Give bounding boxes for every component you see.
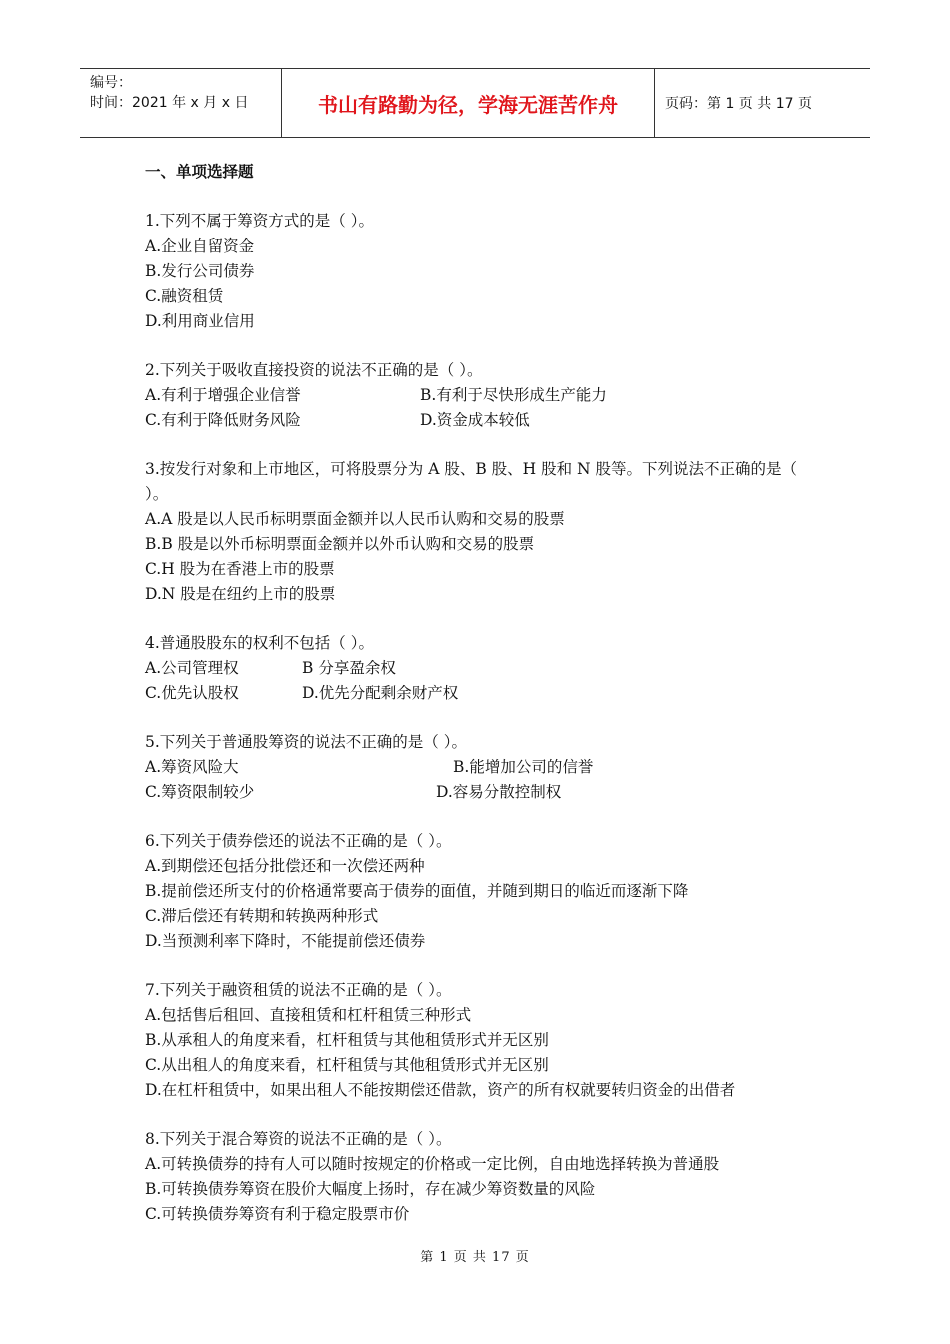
option-c: C.滞后偿还有转期和转换两种形式 <box>145 907 379 925</box>
motto: 书山有路勤为径，学海无涯苦作舟 <box>281 69 655 137</box>
document-body <box>145 160 825 1227</box>
option-row-cd <box>145 408 825 433</box>
option-a: A.公司管理权 <box>145 659 239 677</box>
page-footer: 第 1 页 共 17 页 <box>420 1250 530 1265</box>
option-a: A.到期偿还包括分批偿还和一次偿还两种 <box>145 857 425 875</box>
option-d: D.优先分配剩余财产权 <box>302 684 459 702</box>
option-a: A.有利于增强企业信誉 <box>145 386 301 404</box>
header-meta <box>80 69 281 137</box>
question-7 <box>145 978 825 1103</box>
option-b: B.提前偿还所支付的价格通常要高于债券的面值，并随到期日的临近而逐渐下降 <box>145 882 689 900</box>
question-stem: 3.按发行对象和上市地区，可将股票分为 A 股、B 股、H 股和 N 股等。下列说法不正确的是（ ）。 <box>145 460 798 503</box>
question-6 <box>145 829 825 954</box>
question-stem: 5.下列关于普通股筹资的说法不正确的是（ ）。 <box>145 733 467 751</box>
question-stem: 4.普通股股东的权利不包括（ ）。 <box>145 634 374 652</box>
option-d: D.容易分散控制权 <box>436 783 562 801</box>
question-2 <box>145 358 825 433</box>
option-b: B 分享盈余权 <box>302 659 396 677</box>
question-stem: 1.下列不属于筹资方式的是（ ）。 <box>145 212 374 230</box>
section-title: 一、单项选择题 <box>145 163 254 181</box>
option-a: A.筹资风险大 <box>145 758 239 776</box>
question-5 <box>145 730 825 805</box>
number-label: 编号： <box>90 75 132 91</box>
question-stem: 2.下列关于吸收直接投资的说法不正确的是（ ）。 <box>145 361 483 379</box>
question-4 <box>145 631 825 706</box>
time-label: 时间：2021 年 x 月 x 日 <box>90 95 249 111</box>
question-stem: 6.下列关于债券偿还的说法不正确的是（ ）。 <box>145 832 452 850</box>
option-row-ab <box>145 383 825 408</box>
option-d: D.N 股是在纽约上市的股票 <box>145 585 336 603</box>
question-1 <box>145 209 825 334</box>
question-stem: 7.下列关于融资租赁的说法不正确的是（ ）。 <box>145 981 452 999</box>
option-d: D.当预测利率下降时，不能提前偿还债券 <box>145 932 426 950</box>
option-a: A.可转换债券的持有人可以随时按规定的价格或一定比例，自由地选择转换为普通股 <box>145 1155 720 1173</box>
option-row-ab <box>145 656 825 681</box>
option-b: B.发行公司债券 <box>145 262 255 280</box>
option-b: B.从承租人的角度来看，杠杆租赁与其他租赁形式并无区别 <box>145 1031 549 1049</box>
option-b: B.有利于尽快形成生产能力 <box>420 386 607 404</box>
option-c: C.筹资限制较少 <box>145 783 255 801</box>
option-c: C.从出租人的角度来看，杠杆租赁与其他租赁形式并无区别 <box>145 1056 549 1074</box>
option-c: C.可转换债券筹资有利于稳定股票市价 <box>145 1205 410 1223</box>
header-table <box>80 68 870 138</box>
option-c: C.优先认股权 <box>145 684 239 702</box>
question-stem: 8.下列关于混合筹资的说法不正确的是（ ）。 <box>145 1130 452 1148</box>
option-row-cd <box>145 780 825 805</box>
page-info: 页码：第 1 页 共 17 页 <box>665 96 812 112</box>
option-a: A.A 股是以人民币标明票面金额并以人民币认购和交易的股票 <box>145 510 565 528</box>
option-row-cd <box>145 681 825 706</box>
option-b: B.可转换债券筹资在股价大幅度上扬时，存在减少筹资数量的风险 <box>145 1180 596 1198</box>
option-d: D.在杠杆租赁中，如果出租人不能按期偿还借款，资产的所有权就要转归资金的出借者 <box>145 1081 736 1099</box>
option-a: A.企业自留资金 <box>145 237 255 255</box>
option-c: C.有利于降低财务风险 <box>145 411 301 429</box>
option-b: B.B 股是以外币标明票面金额并以外币认购和交易的股票 <box>145 535 535 553</box>
question-8 <box>145 1127 825 1227</box>
option-d: D.利用商业信用 <box>145 312 255 330</box>
option-d: D.资金成本较低 <box>420 411 530 429</box>
option-row-ab <box>145 755 825 780</box>
option-b: B.能增加公司的信誉 <box>453 758 594 776</box>
option-c: C.H 股为在香港上市的股票 <box>145 560 335 578</box>
option-a: A.包括售后租回、直接租赁和杠杆租赁三种形式 <box>145 1006 472 1024</box>
option-c: C.融资租赁 <box>145 287 224 305</box>
question-3 <box>145 457 825 607</box>
